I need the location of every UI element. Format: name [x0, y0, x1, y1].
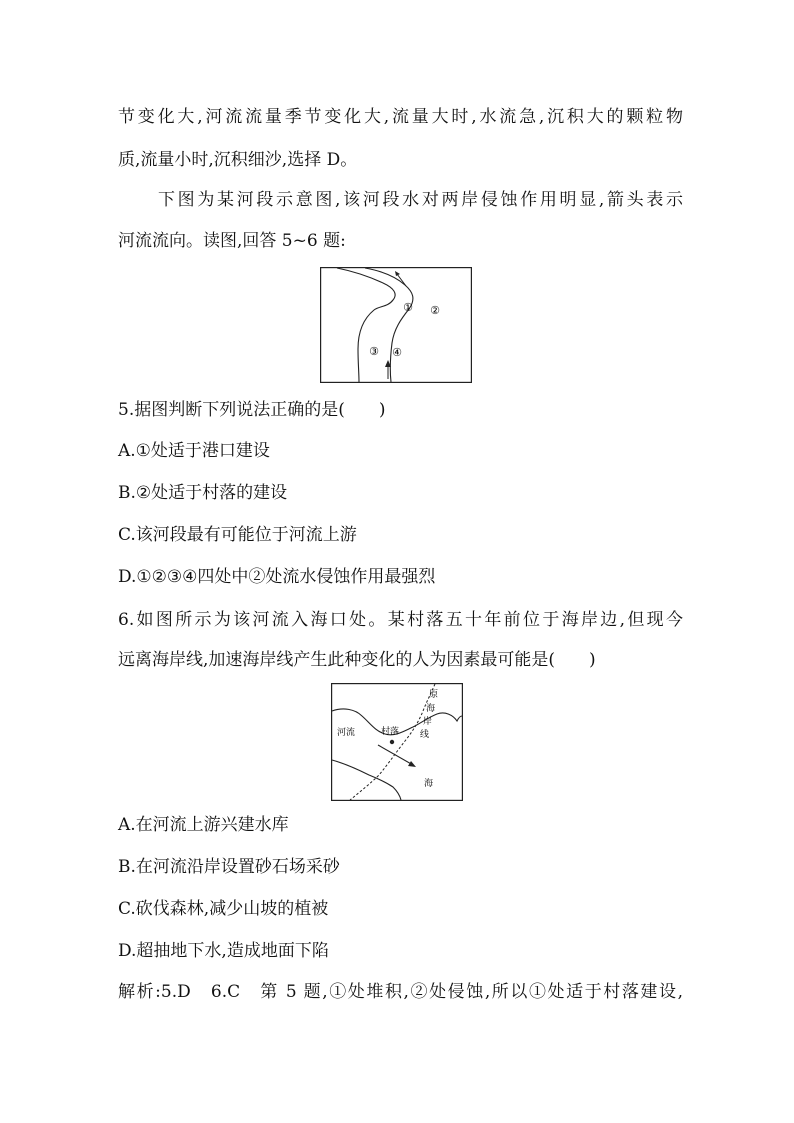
intro-line-2: 质,流量小时,沉积细沙,选择 D。 — [118, 150, 358, 170]
q6-option-c: C.砍伐森林,减少山坡的植被 — [118, 899, 329, 919]
question-stem-line-2: 河流流向。读图,回答 5~6 题: — [118, 231, 346, 251]
q5-option-c: C.该河段最有可能位于河流上游 — [118, 525, 357, 545]
label-3: ③ — [369, 345, 379, 358]
q6-stem-line-1: 6.如图所示为该河流入海口处。某村落五十年前位于海岸边,但现今 — [118, 610, 683, 630]
q6-option-d: D.超抽地下水,造成地面下陷 — [118, 941, 329, 961]
q6-option-a: A.在河流上游兴建水库 — [118, 815, 289, 835]
river-mouth-figure — [331, 683, 463, 801]
shoreline-label-char-4: 线 — [420, 730, 430, 740]
label-2: ② — [430, 304, 440, 317]
shoreline-label-char-3: 岸 — [423, 717, 433, 727]
river-label: 河流 — [337, 728, 356, 738]
q5-option-b: B.②处适于村落的建设 — [118, 483, 288, 503]
q5-stem: 5.据图判断下列说法正确的是( ) — [118, 400, 386, 420]
q6-stem-line-2: 远离海岸线,加速海岸线产生此种变化的人为因素最可能是( ) — [118, 650, 596, 670]
q5-option-a: A.①处适于港口建设 — [118, 441, 270, 461]
river-segment-figure — [320, 267, 472, 383]
intro-line-1: 节变化大,河流流量季节变化大,流量大时,水流急,沉积大的颗粒物 — [118, 107, 683, 127]
sea-label: 海 — [424, 779, 434, 789]
question-stem-line-1: 下图为某河段示意图,该河段水对两岸侵蚀作用明显,箭头表示 — [158, 190, 683, 210]
shoreline-label-char-2: 海 — [426, 704, 436, 714]
answer-explanation: 解析:5.D 6.C 第 5 题,①处堆积,②处侵蚀,所以①处适于村落建设, — [118, 982, 683, 1002]
label-4: ④ — [392, 346, 402, 359]
figure-frame — [332, 684, 463, 801]
village-label: 村落 — [381, 727, 400, 737]
q6-option-b: B.在河流沿岸设置砂石场采砂 — [118, 857, 340, 877]
figure-frame — [321, 268, 472, 383]
shoreline-label-char-1: 原 — [429, 690, 439, 700]
village-marker — [390, 740, 394, 744]
q5-option-d: D.①②③④四处中②处流水侵蚀作用最强烈 — [118, 567, 436, 587]
label-1: ① — [403, 301, 413, 314]
